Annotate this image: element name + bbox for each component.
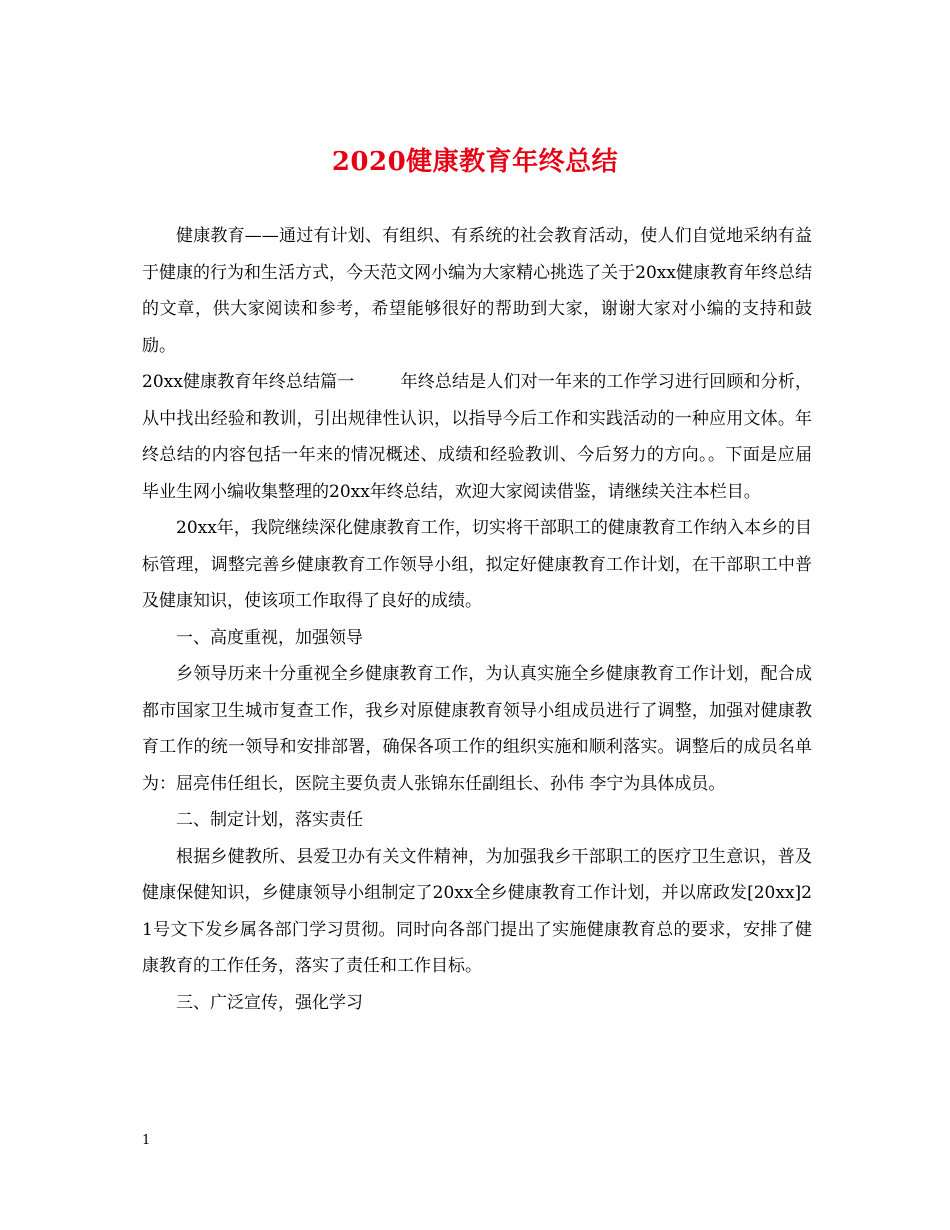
section-heading: 20xx健康教育年终总结篇一 (142, 372, 355, 392)
section-intro-text: 年终总结是人们对一年来的工作学习进行回顾和分析，从中找出经验和教训，引出规律性认识，以指导今后工作和实践活动的一种应用文体。年终总结的内容包括一年来的情况概述、成绩和经验教训、今后努力的方向。。下面是应届毕业生网小编收集整理的20xx年终总结，欢迎大家阅读借鉴，请继续关注本栏目。 (142, 372, 812, 502)
subheading-two: 二、制定计划，落实责任 (176, 810, 363, 830)
body-paragraph: 根据乡健教所、县爱卫办有关文件精神，为加强我乡干部职工的医疗卫生意识，普及健康保健知识，乡健康领导小组制定了20xx全乡健康教育工作计划，并以席政发[20xx]21号文下发乡属各部门学习贯彻。同时向各部门提出了实施健康教育总的要求，安排了健康教育的工作任务，落实了责任和工作目标。 (142, 846, 812, 976)
body-paragraph: 乡领导历来十分重视全乡健康教育工作，为认真实施全乡健康教育工作计划，配合成都市国家卫生城市复查工作，我乡对原健康教育领导小组成员进行了调整，加强对健康教育工作的统一领导和安排部署，确保各项工作的组织实施和顺利落实。调整后的成员名单为：屈亮伟任组长，医院主要负责人张锦东任副组长、孙伟 李宁为具体成员。 (142, 664, 812, 794)
subheading-three: 三、广泛宣传，强化学习 (176, 992, 363, 1013)
intro-paragraph: 健康教育——通过有计划、有组织、有系统的社会教育活动，使人们自觉地采纳有益于健康的行为和生活方式，今天范文网小编为大家精心挑选了关于20xx健康教育年终总结的文章，供大家阅读和参考，希望能够很好的帮助到大家，谢谢大家对小编的支持和鼓励。 (142, 226, 812, 356)
page-number: 1 (142, 1133, 151, 1148)
document-body (142, 218, 812, 1021)
body-paragraph: 20xx年，我院继续深化健康教育工作，切实将干部职工的健康教育工作纳入本乡的目标管理，调整完善乡健康教育工作领导小组，拟定好健康教育工作计划，在干部职工中普及健康知识，使该项工作取得了良好的成绩。 (142, 518, 812, 611)
subheading-one: 一、高度重视，加强领导 (176, 627, 363, 648)
section-paragraph (142, 364, 812, 510)
document-title: 2020健康教育年终总结 (331, 147, 619, 177)
